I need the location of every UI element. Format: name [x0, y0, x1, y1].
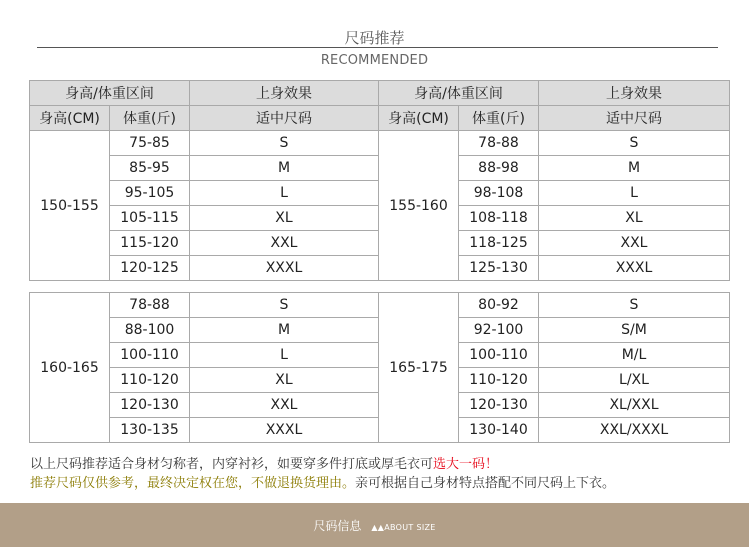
size-note-2 — [30, 472, 615, 491]
size-cell: L — [190, 181, 379, 206]
note-1-text: 以上尺码推荐适合身材匀称者，内穿衬衫，如要穿多件打底或厚毛衣可 — [30, 457, 434, 472]
size-cell: XL — [190, 206, 379, 231]
weight-cell: 115-120 — [110, 231, 190, 256]
size-cell: M/L — [539, 343, 730, 368]
weight-cell: 120-130 — [459, 393, 539, 418]
height-range: 165-175 — [379, 293, 459, 443]
table-subheader-row — [30, 106, 730, 131]
weight-cell: 88-100 — [110, 318, 190, 343]
weight-cell: 78-88 — [459, 131, 539, 156]
size-header: 适中尺码 — [539, 106, 730, 131]
table-header-row — [30, 81, 730, 106]
weight-cell: 130-135 — [110, 418, 190, 443]
height-header: 身高(CM) — [379, 106, 459, 131]
page-title: 尺码推荐 — [344, 29, 405, 47]
size-cell: L/XL — [539, 368, 730, 393]
size-cell: S — [190, 293, 379, 318]
size-cell: L — [190, 343, 379, 368]
table-row — [30, 131, 730, 156]
weight-cell: 78-88 — [110, 293, 190, 318]
weight-cell: 98-108 — [459, 181, 539, 206]
size-cell: L — [539, 181, 730, 206]
weight-cell: 118-125 — [459, 231, 539, 256]
weight-cell: 80-92 — [459, 293, 539, 318]
weight-cell: 108-118 — [459, 206, 539, 231]
weight-cell: 88-98 — [459, 156, 539, 181]
range-header: 身高/体重区间 — [30, 81, 190, 106]
footer-banner — [0, 503, 749, 547]
weight-cell: 125-130 — [459, 256, 539, 281]
size-table-bottom — [29, 292, 730, 443]
size-cell: S — [190, 131, 379, 156]
height-header: 身高(CM) — [30, 106, 110, 131]
footer-label-en: ▲▲ABOUT SIZE — [371, 523, 436, 532]
weight-cell: 130-140 — [459, 418, 539, 443]
weight-cell: 85-95 — [110, 156, 190, 181]
size-cell: XXL — [190, 231, 379, 256]
weight-cell: 75-85 — [110, 131, 190, 156]
size-table-top — [29, 80, 730, 281]
footer-label-group — [0, 517, 749, 534]
size-cell: XXL — [539, 231, 730, 256]
weight-cell: 105-115 — [110, 206, 190, 231]
weight-cell: 120-130 — [110, 393, 190, 418]
height-range: 150-155 — [30, 131, 110, 281]
size-cell: XL/XXL — [539, 393, 730, 418]
size-cell: M — [190, 156, 379, 181]
size-cell: XXXL — [539, 256, 730, 281]
size-cell: M — [539, 156, 730, 181]
weight-cell: 120-125 — [110, 256, 190, 281]
weight-cell: 100-110 — [110, 343, 190, 368]
weight-cell: 110-120 — [459, 368, 539, 393]
weight-cell: 100-110 — [459, 343, 539, 368]
size-cell: XL — [539, 206, 730, 231]
weight-header: 体重(斤) — [110, 106, 190, 131]
size-cell: S — [539, 293, 730, 318]
effect-header: 上身效果 — [539, 81, 730, 106]
weight-cell: 95-105 — [110, 181, 190, 206]
weight-cell: 92-100 — [459, 318, 539, 343]
size-cell: XL — [190, 368, 379, 393]
size-cell: XXL/XXXL — [539, 418, 730, 443]
note-2-highlight: 推荐尺码仅供参考，最终决定权在您，不做退换货理由。 — [30, 476, 356, 491]
note-1-highlight: 选大一码！ — [433, 457, 499, 472]
table-row — [30, 293, 730, 318]
size-cell: XXXL — [190, 418, 379, 443]
footer-label: 尺码信息 — [313, 519, 362, 533]
weight-header: 体重(斤) — [459, 106, 539, 131]
size-header: 适中尺码 — [190, 106, 379, 131]
size-cell: XXL — [190, 393, 379, 418]
height-range: 160-165 — [30, 293, 110, 443]
size-cell: S/M — [539, 318, 730, 343]
note-2-text: 亲可根据自己身材特点搭配不同尺码上下衣。 — [355, 476, 616, 491]
size-note-1 — [30, 453, 498, 472]
size-cell: XXXL — [190, 256, 379, 281]
effect-header: 上身效果 — [190, 81, 379, 106]
title-divider — [37, 47, 718, 48]
size-cell: M — [190, 318, 379, 343]
weight-cell: 110-120 — [110, 368, 190, 393]
page-subtitle: RECOMMENDED — [320, 53, 429, 68]
range-header: 身高/体重区间 — [379, 81, 539, 106]
height-range: 155-160 — [379, 131, 459, 281]
size-cell: S — [539, 131, 730, 156]
